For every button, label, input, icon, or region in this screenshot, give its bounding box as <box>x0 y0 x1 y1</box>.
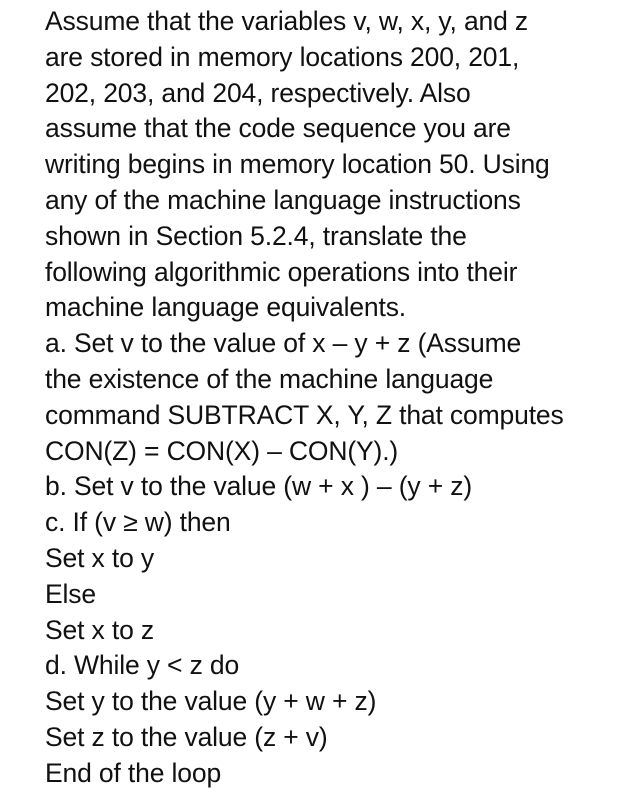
intro-line-2: are stored in memory locations 200, 201, <box>45 41 520 72</box>
part-a-line-2: the existence of the machine language <box>45 363 494 394</box>
intro-line-6: any of the machine language instructions <box>45 184 521 215</box>
part-d-line-2: Set y to the value (y + w + z) <box>45 686 377 717</box>
intro-line-9: machine language equivalents. <box>45 292 407 323</box>
part-d-line-4: End of the loop <box>45 757 222 788</box>
intro-line-5: writing begins in memory location 50. Using <box>45 149 550 180</box>
intro-line-3: 202, 203, and 204, respectively. Also <box>45 77 471 108</box>
intro-line-7: shown in Section 5.2.4, translate the <box>45 220 467 251</box>
part-c-line-1: c. If (v ≥ w) then <box>45 507 231 538</box>
part-a-line-4: CON(Z) = CON(X) – CON(Y).) <box>45 435 399 466</box>
part-b-line: b. Set v to the value (w + x ) – (y + z) <box>45 471 473 502</box>
part-c-line-4: Set x to z <box>45 614 154 645</box>
part-a-line-3: command SUBTRACT X, Y, Z that computes <box>45 399 564 430</box>
part-a-line-1: a. Set v to the value of x – y + z (Assume <box>45 328 522 359</box>
part-d-line-3: Set z to the value (z + v) <box>45 721 328 752</box>
part-c-line-2: Set x to y <box>45 542 154 573</box>
intro-line-4: assume that the code sequence you are <box>45 113 511 144</box>
intro-line-8: following algorithmic operations into their <box>45 256 518 287</box>
intro-line-1: Assume that the variables v, w, x, y, and z <box>45 6 529 36</box>
part-d-line-1: d. While y < z do <box>45 650 240 681</box>
part-c-line-3: Else <box>45 578 96 609</box>
